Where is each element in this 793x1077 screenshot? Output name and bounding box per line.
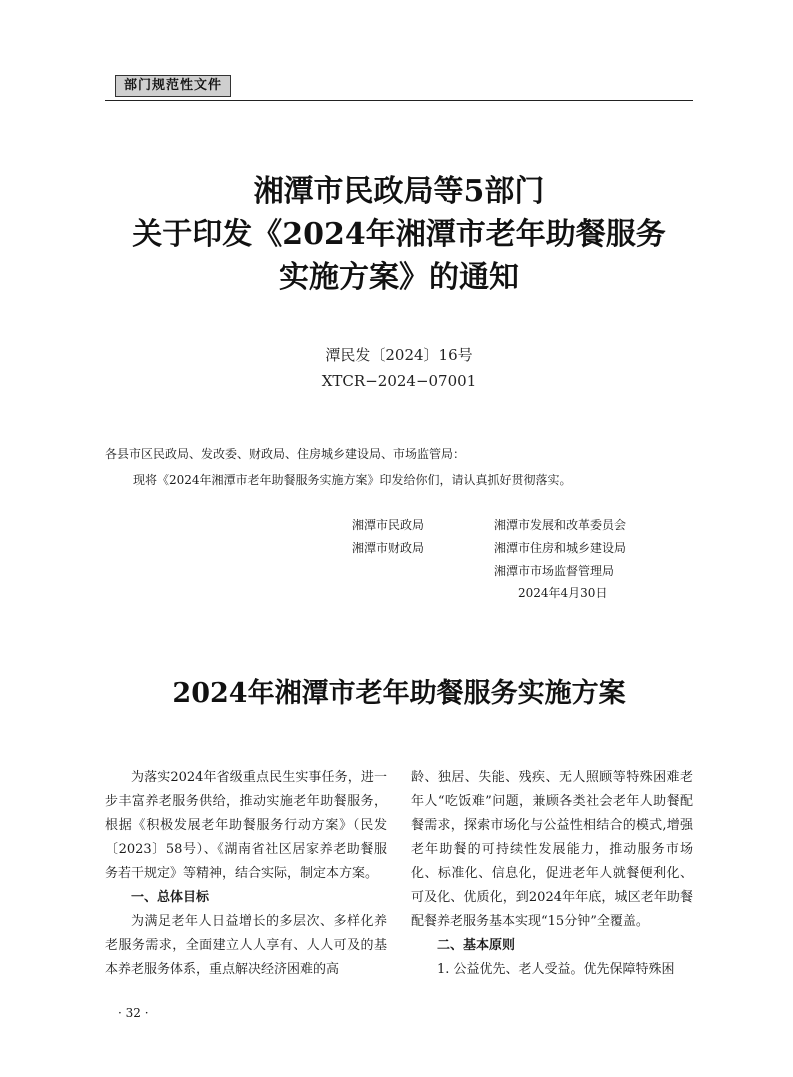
title-line-3: 实施方案》的通知 <box>279 260 519 295</box>
page-number: · 32 · <box>118 1006 149 1020</box>
title-line-2: 关于印发《2024年湘潭市老年助餐服务 <box>132 217 666 252</box>
notice-title <box>105 170 693 299</box>
issuer: 湘潭市住房和城乡建设局 <box>494 541 627 555</box>
issuers-left <box>352 514 424 560</box>
section-heading: 一、总体目标 <box>131 890 210 905</box>
category-tag: 部门规范性文件 <box>115 75 231 97</box>
issue-date: 2024年4月30日 <box>518 586 608 600</box>
doc-code: XTCR−2024−07001 <box>321 372 477 390</box>
doc-number: 潭民发〔2024〕16号 <box>325 346 473 364</box>
document-numbers <box>105 342 693 394</box>
issuers-right <box>494 514 626 583</box>
issuer: 湘潭市市场监督管理局 <box>494 564 615 578</box>
section-heading: 二、基本原则 <box>437 938 516 953</box>
issuer: 湘潭市财政局 <box>352 541 425 555</box>
intro-text: 现将《2024年湘潭市老年助餐服务实施方案》印发给你们，请认真抓好贯彻落实。 <box>133 473 572 487</box>
title-line-1: 湘潭市民政局等5部门 <box>253 174 545 209</box>
body-paragraph: 1. 公益优先、老人受益。优先保障特殊困 <box>437 962 675 977</box>
issuer: 湘潭市发展和改革委员会 <box>494 518 627 532</box>
addressee: 各县市区民政局、发改委、财政局、住房城乡建设局、市场监管局： <box>105 447 466 461</box>
body-paragraph: 为满足老年人日益增长的多层次、多样化养老服务需求，全面建立人人享有、人人可及的基本养老服务体系，重点解决经济困难的高 <box>105 914 387 977</box>
plan-title: 2024年湘潭市老年助餐服务实施方案 <box>172 678 626 709</box>
body-column-right <box>411 766 693 982</box>
body-column-left <box>105 766 387 982</box>
body-paragraph: 为落实2024年省级重点民生实事任务，进一步丰富养老服务供给，推动实施老年助餐服务，根据《积极发展老年助餐服务行动方案》（民发〔2023〕58号）、《湖南省社区居家养老助餐服务若干规定》等精神，结合实际，制定本方案。 <box>105 770 387 881</box>
body-paragraph: 龄、独居、失能、残疾、无人照顾等特殊困难老年人“吃饭难”问题，兼顾各类社会老年人助餐配餐需求，探索市场化与公益性相结合的模式,增强老年助餐的可持续性发展能力，推动服务市场化、标准化、信息化，促进老年人就餐便利化、可及化、优质化，到2024年年底，城区老年助餐配餐养老服务基本实现“15分钟”全覆盖。 <box>411 770 693 929</box>
header-bar <box>105 72 693 101</box>
issuer: 湘潭市民政局 <box>352 518 425 532</box>
